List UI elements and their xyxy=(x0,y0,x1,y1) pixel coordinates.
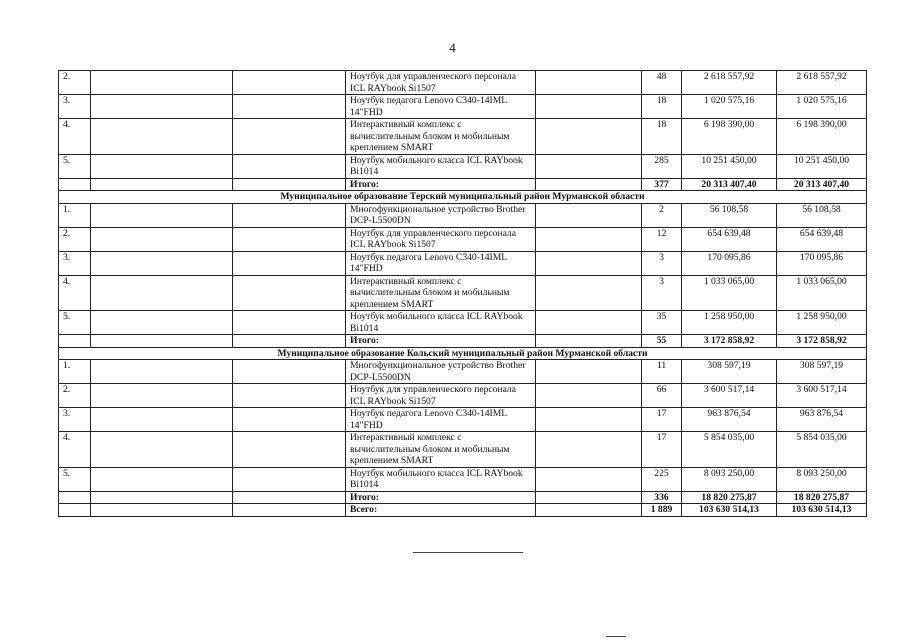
total-sum: 3 172 858,92 xyxy=(777,335,867,348)
item-total: 654 639,48 xyxy=(777,227,867,251)
empty-cell xyxy=(91,71,233,95)
total-quantity: 377 xyxy=(642,178,682,191)
item-total: 1 033 065,00 xyxy=(777,275,867,311)
empty-cell xyxy=(536,227,642,251)
table-row xyxy=(59,154,867,178)
item-price: 10 251 450,00 xyxy=(682,154,777,178)
item-name: Интерактивный комплекс с вычислительным блоком и мобильным креплением SMART xyxy=(346,432,536,468)
total-row xyxy=(59,504,867,517)
total-row xyxy=(59,335,867,348)
item-name: Ноутбук педагога Lenovo C340-14IML 14"FHD xyxy=(346,251,536,275)
item-price: 8 093 250,00 xyxy=(682,467,777,491)
empty-cell xyxy=(233,119,346,155)
section-title: Муниципальное образование Кольский муниципальный район Мурманской области xyxy=(59,347,867,360)
item-number: 1. xyxy=(59,360,91,384)
item-price: 6 198 390,00 xyxy=(682,119,777,155)
item-total: 5 854 035,00 xyxy=(777,432,867,468)
item-number: 4. xyxy=(59,275,91,311)
item-name: Многофункциональное устройство Brother DCP-L5500DN xyxy=(346,203,536,227)
item-total: 308 597,19 xyxy=(777,360,867,384)
empty-cell xyxy=(536,95,642,119)
item-number: 3. xyxy=(59,95,91,119)
item-name: Многофункциональное устройство Brother DCP-L5500DN xyxy=(346,360,536,384)
item-number: 1. xyxy=(59,203,91,227)
item-total: 10 251 450,00 xyxy=(777,154,867,178)
item-name: Ноутбук для управленческого персонала ICL RAYbook Si1507 xyxy=(346,71,536,95)
empty-cell xyxy=(536,432,642,468)
empty-cell xyxy=(536,119,642,155)
empty-cell xyxy=(233,491,346,504)
empty-cell xyxy=(91,251,233,275)
empty-cell xyxy=(91,311,233,335)
item-price: 56 108,58 xyxy=(682,203,777,227)
total-label: Итого: xyxy=(346,178,536,191)
empty-cell xyxy=(233,467,346,491)
item-name: Ноутбук для управленческого персонала ICL RAYbook Si1507 xyxy=(346,384,536,408)
empty-cell xyxy=(91,95,233,119)
item-number: 5. xyxy=(59,154,91,178)
empty-cell xyxy=(536,504,642,517)
item-number: 2. xyxy=(59,227,91,251)
item-quantity: 17 xyxy=(642,432,682,468)
empty-cell xyxy=(536,335,642,348)
item-quantity: 3 xyxy=(642,275,682,311)
item-total: 8 093 250,00 xyxy=(777,467,867,491)
table-row xyxy=(59,311,867,335)
empty-cell xyxy=(536,251,642,275)
total-sum: 20 313 407,40 xyxy=(777,178,867,191)
empty-cell xyxy=(536,311,642,335)
empty-cell xyxy=(91,408,233,432)
empty-cell xyxy=(91,384,233,408)
item-quantity: 11 xyxy=(642,360,682,384)
empty-cell xyxy=(233,203,346,227)
item-quantity: 35 xyxy=(642,311,682,335)
empty-cell xyxy=(91,432,233,468)
item-number: 3. xyxy=(59,251,91,275)
empty-cell xyxy=(59,504,91,517)
table-row xyxy=(59,203,867,227)
table-row xyxy=(59,408,867,432)
empty-cell xyxy=(91,335,233,348)
table-row xyxy=(59,251,867,275)
total-row xyxy=(59,491,867,504)
item-number: 2. xyxy=(59,71,91,95)
empty-cell xyxy=(91,360,233,384)
empty-cell xyxy=(233,275,346,311)
item-price: 170 095,86 xyxy=(682,251,777,275)
total-price: 103 630 514,13 xyxy=(682,504,777,517)
item-price: 3 600 517,14 xyxy=(682,384,777,408)
item-name: Ноутбук для управленческого персонала ICL RAYbook Si1507 xyxy=(346,227,536,251)
total-sum: 103 630 514,13 xyxy=(777,504,867,517)
item-total: 170 095,86 xyxy=(777,251,867,275)
item-name: Ноутбук педагога Lenovo C340-14IML 14"FHD xyxy=(346,408,536,432)
item-price: 654 639,48 xyxy=(682,227,777,251)
table-row xyxy=(59,227,867,251)
item-total: 2 618 557,92 xyxy=(777,71,867,95)
item-quantity: 48 xyxy=(642,71,682,95)
total-price: 20 313 407,40 xyxy=(682,178,777,191)
empty-cell xyxy=(233,154,346,178)
empty-cell xyxy=(233,178,346,191)
table-body xyxy=(59,71,867,517)
item-number: 5. xyxy=(59,467,91,491)
table-row xyxy=(59,95,867,119)
item-quantity: 285 xyxy=(642,154,682,178)
item-total: 3 600 517,14 xyxy=(777,384,867,408)
empty-cell xyxy=(233,360,346,384)
equipment-table xyxy=(58,70,867,517)
total-price: 3 172 858,92 xyxy=(682,335,777,348)
total-price: 18 820 275,87 xyxy=(682,491,777,504)
item-total: 963 876,54 xyxy=(777,408,867,432)
empty-cell xyxy=(59,335,91,348)
item-name: Ноутбук мобильного класса ICL RAYbook Bi1014 xyxy=(346,311,536,335)
empty-cell xyxy=(536,467,642,491)
item-name: Ноутбук мобильного класса ICL RAYbook Bi1014 xyxy=(346,467,536,491)
item-total: 56 108,58 xyxy=(777,203,867,227)
item-number: 3. xyxy=(59,408,91,432)
item-price: 2 618 557,92 xyxy=(682,71,777,95)
item-number: 2. xyxy=(59,384,91,408)
empty-cell xyxy=(233,227,346,251)
item-quantity: 3 xyxy=(642,251,682,275)
table-row xyxy=(59,467,867,491)
item-name: Ноутбук мобильного класса ICL RAYbook Bi1014 xyxy=(346,154,536,178)
empty-cell xyxy=(233,71,346,95)
total-label: Всего: xyxy=(346,504,536,517)
empty-cell xyxy=(233,335,346,348)
empty-cell xyxy=(59,178,91,191)
table-row xyxy=(59,432,867,468)
item-price: 5 854 035,00 xyxy=(682,432,777,468)
item-quantity: 18 xyxy=(642,119,682,155)
section-header xyxy=(59,347,867,360)
table-row xyxy=(59,119,867,155)
total-quantity: 336 xyxy=(642,491,682,504)
item-quantity: 66 xyxy=(642,384,682,408)
empty-cell xyxy=(536,275,642,311)
item-number: 4. xyxy=(59,119,91,155)
footer-rule xyxy=(413,552,523,553)
item-total: 6 198 390,00 xyxy=(777,119,867,155)
bottom-mark xyxy=(606,636,626,637)
empty-cell xyxy=(91,178,233,191)
empty-cell xyxy=(233,311,346,335)
empty-cell xyxy=(536,491,642,504)
item-name: Интерактивный комплекс с вычислительным блоком и мобильным креплением SMART xyxy=(346,119,536,155)
item-quantity: 18 xyxy=(642,95,682,119)
item-price: 308 597,19 xyxy=(682,360,777,384)
item-price: 1 020 575,16 xyxy=(682,95,777,119)
empty-cell xyxy=(91,275,233,311)
empty-cell xyxy=(536,154,642,178)
empty-cell xyxy=(233,384,346,408)
table-row xyxy=(59,384,867,408)
item-quantity: 17 xyxy=(642,408,682,432)
total-quantity: 55 xyxy=(642,335,682,348)
empty-cell xyxy=(91,154,233,178)
empty-cell xyxy=(536,178,642,191)
total-label: Итого: xyxy=(346,335,536,348)
empty-cell xyxy=(536,408,642,432)
empty-cell xyxy=(536,360,642,384)
table-row xyxy=(59,71,867,95)
page-number: 4 xyxy=(449,40,456,55)
item-total: 1 258 950,00 xyxy=(777,311,867,335)
empty-cell xyxy=(233,504,346,517)
empty-cell xyxy=(536,71,642,95)
empty-cell xyxy=(91,504,233,517)
total-quantity: 1 889 xyxy=(642,504,682,517)
table-row xyxy=(59,360,867,384)
item-quantity: 12 xyxy=(642,227,682,251)
empty-cell xyxy=(91,491,233,504)
empty-cell xyxy=(91,203,233,227)
item-total: 1 020 575,16 xyxy=(777,95,867,119)
item-price: 963 876,54 xyxy=(682,408,777,432)
empty-cell xyxy=(59,491,91,504)
empty-cell xyxy=(91,467,233,491)
empty-cell xyxy=(91,119,233,155)
item-price: 1 033 065,00 xyxy=(682,275,777,311)
item-quantity: 2 xyxy=(642,203,682,227)
table-row xyxy=(59,275,867,311)
item-number: 5. xyxy=(59,311,91,335)
empty-cell xyxy=(233,408,346,432)
empty-cell xyxy=(233,95,346,119)
item-quantity: 225 xyxy=(642,467,682,491)
item-number: 4. xyxy=(59,432,91,468)
empty-cell xyxy=(536,384,642,408)
empty-cell xyxy=(233,251,346,275)
section-title: Муниципальное образование Терский муниципальный район Мурманской области xyxy=(59,191,867,204)
item-name: Ноутбук педагога Lenovo C340-14IML 14"FHD xyxy=(346,95,536,119)
total-sum: 18 820 275,87 xyxy=(777,491,867,504)
total-row xyxy=(59,178,867,191)
item-price: 1 258 950,00 xyxy=(682,311,777,335)
total-label: Итого: xyxy=(346,491,536,504)
empty-cell xyxy=(536,203,642,227)
section-header xyxy=(59,191,867,204)
empty-cell xyxy=(91,227,233,251)
empty-cell xyxy=(233,432,346,468)
item-name: Интерактивный комплекс с вычислительным блоком и мобильным креплением SMART xyxy=(346,275,536,311)
